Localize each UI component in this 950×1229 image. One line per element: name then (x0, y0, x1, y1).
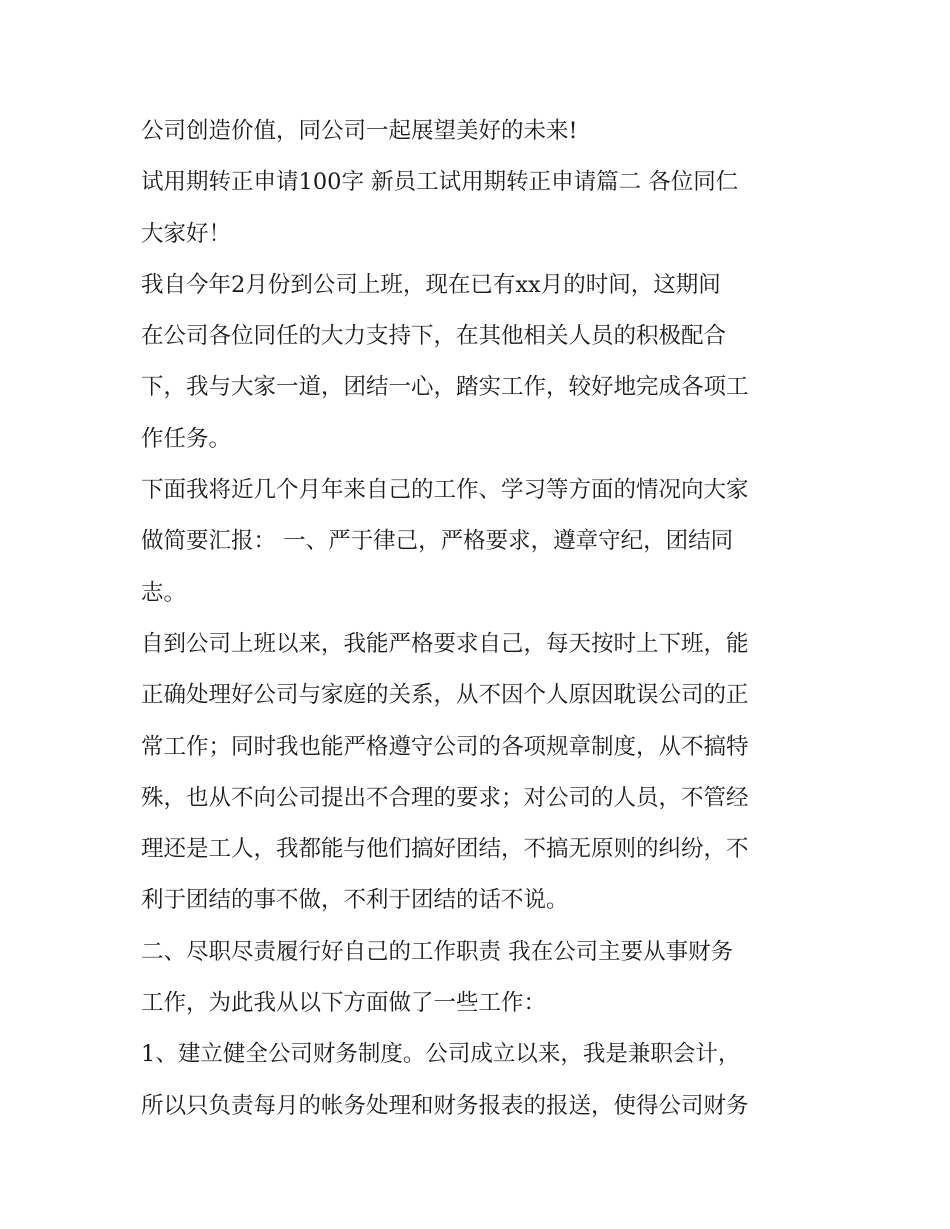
text-line: 试用期转正申请100字 新员工试用期转正申请篇二 各位同仁 (141, 169, 739, 196)
text-line: 理还是工人，我都能与他们搞好团结，不搞无原则的纠纷，不 (141, 836, 749, 863)
text-line: 自到公司上班以来，我能严格要求自己，每天按时上下班，能 (141, 630, 749, 657)
document-body (141, 106, 821, 1132)
text-line: 工作，为此我从以下方面做了一些工作： (141, 990, 547, 1017)
text-line: 二、尽职尽责履行好自己的工作职责 我在公司主要从事财务 (141, 938, 734, 965)
text-line: 公司创造价值，同公司一起展望美好的未来! (141, 118, 578, 144)
text-line: 志。 (141, 579, 187, 606)
text-line: 利于团结的事不做，不利于团结的话不说。 (141, 887, 569, 914)
text-line: 正确处理好公司与家庭的关系，从不因个人原因耽误公司的正 (141, 682, 749, 709)
text-line: 殊，也从不向公司提出不合理的要求；对公司的人员，不管经 (141, 784, 749, 811)
text-line: 作任务。 (141, 425, 232, 452)
text-line: 大家好！ (141, 220, 232, 247)
text-line: 下面我将近几个月年来自己的工作、学习等方面的情况向大家 (141, 477, 749, 504)
text-line: 我自今年2月份到公司上班，现在已有xx月的时间，这期间 (141, 271, 721, 298)
text-line: 常工作；同时我也能严格遵守公司的各项规章制度，从不搞特 (141, 733, 749, 760)
text-line: 在公司各位同任的大力支持下，在其他相关人员的积极配合 (141, 323, 727, 350)
text-line: 下，我与大家一道，团结一心，踏实工作，较好地完成各项工 (141, 374, 749, 401)
text-line: 1、建立健全公司财务制度。公司成立以来，我是兼职会计， (141, 1041, 741, 1068)
text-line: 做简要汇报： 一、严于律己，严格要求，遵章守纪，团结同 (141, 528, 734, 555)
text-line: 所以只负责每月的帐务处理和财务报表的报送，使得公司财务 (141, 1092, 749, 1119)
